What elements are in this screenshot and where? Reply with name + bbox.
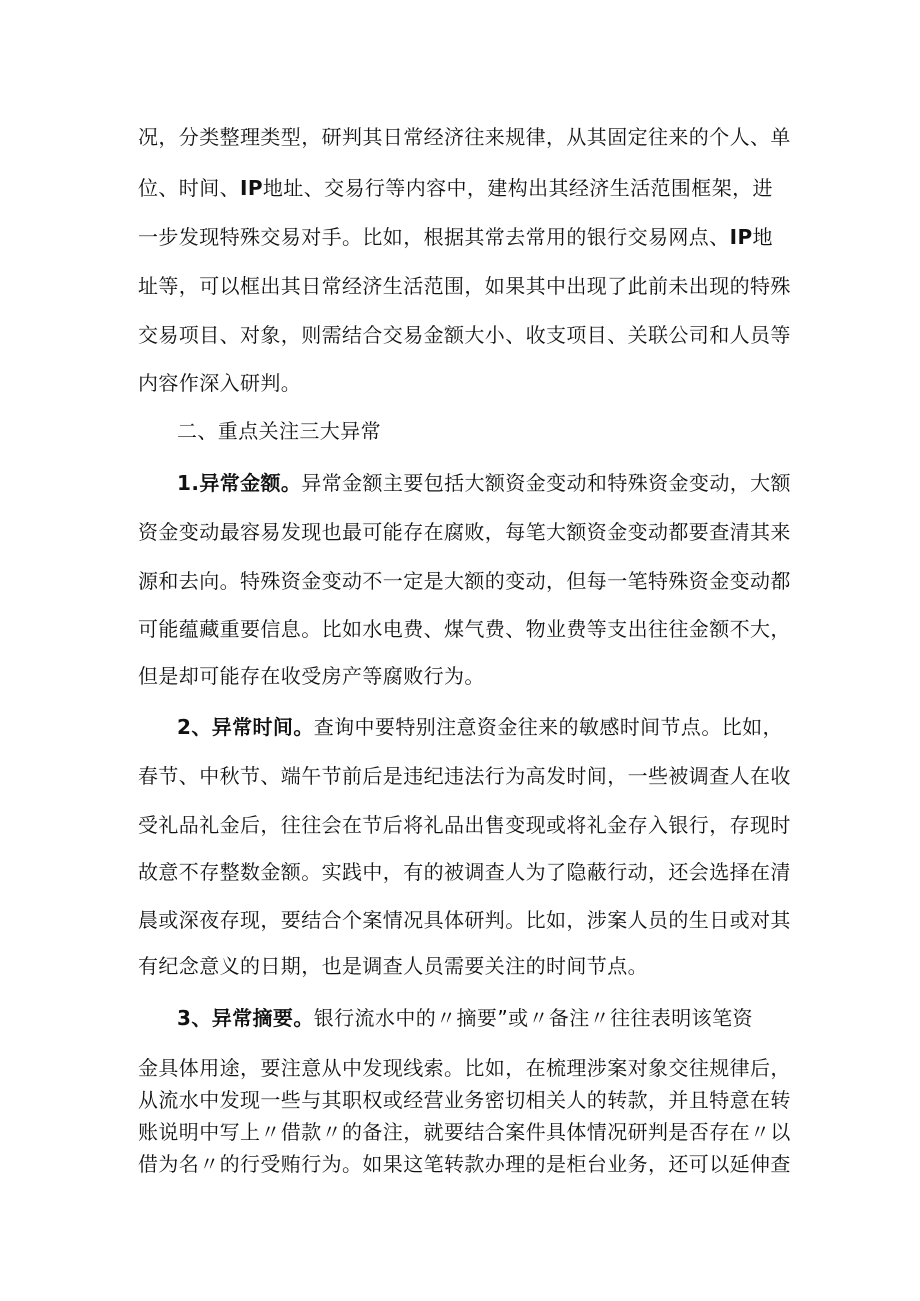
text-line — [138, 907, 791, 933]
text-line — [138, 1087, 791, 1113]
text-run: 账说明中写上〃借款〃的备注，就要结合案件具体情况研判是否存在〃以 — [138, 1120, 791, 1144]
text-run: 交易项目、对象，则需结合交易金额大小、收支项目、关联公司和人员等 — [138, 323, 791, 347]
section-heading — [177, 418, 788, 444]
text-line — [138, 663, 788, 689]
text-run: 异常金额主要包括大额资金变动和特殊资金变动，大额 — [301, 471, 791, 495]
text-line — [177, 1005, 788, 1031]
text-line — [138, 568, 791, 594]
text-run-bold: 3、异常摘要。 — [177, 1006, 314, 1030]
text-line — [138, 1119, 791, 1145]
text-line — [138, 859, 791, 885]
text-line — [138, 322, 791, 348]
text-line — [138, 1151, 791, 1177]
text-run: 况，分类整理类型，研判其日常经济往来规律，从其固定往来的个人、单 — [138, 125, 791, 149]
text-line — [138, 763, 791, 789]
text-run: 一步发现特殊交易对手。比如，根据其常去常用的银行交易网点、 — [138, 225, 730, 249]
text-line — [138, 812, 791, 838]
text-run: 春节、中秋节、端午节前后是违纪违法行为高发时间，一些被调查人在收 — [138, 764, 791, 788]
text-line — [138, 175, 788, 201]
text-run: 受礼品礼金后，往往会在节后将礼品出售变现或将礼金存入银行，存现时 — [138, 813, 791, 837]
text-run: 银行流水中的〃摘要”或〃备注〃往往表明该笔资 — [313, 1006, 753, 1030]
text-line — [138, 616, 791, 642]
text-run-bold: 1.异常金额。 — [177, 471, 302, 495]
text-line — [138, 953, 788, 979]
text-run: 源和去向。特殊资金变动不一定是大额的变动，但每一笔特殊资金变动都 — [138, 569, 791, 593]
text-line — [177, 714, 788, 740]
text-line — [138, 273, 791, 299]
text-run: 金具体用途，要注意从中发现线索。比如，在梳理涉案对象交往规律后， — [138, 1056, 791, 1080]
text-run: 内容作深入研判。 — [138, 371, 302, 395]
text-run-bold: IP — [240, 176, 263, 200]
text-line — [138, 124, 791, 150]
text-run: 从流水中发现一些与其职权或经营业务密切相关人的转款，并且特意在转 — [138, 1088, 791, 1112]
text-run: 位、时间、 — [138, 176, 240, 200]
text-run: 资金变动最容易发现也最可能存在腐败，每笔大额资金变动都要查清其来 — [138, 520, 791, 544]
text-line — [138, 1055, 791, 1081]
text-line — [177, 470, 791, 496]
text-run-bold: IP — [729, 225, 753, 249]
text-run: 地 — [752, 225, 773, 249]
text-run: 查询中要特别注意资金往来的敏感时间节点。比如， — [313, 715, 783, 739]
text-run: 地址、交易行等内容中，建构出其经济生活范围框架，进 — [262, 176, 773, 200]
text-run: 但是却可能存在收受房产等腐败行为。 — [138, 664, 485, 688]
text-run: 址等，可以框出其日常经济生活范围，如果其中出现了此前未出现的特殊 — [138, 274, 791, 298]
text-run: 有纪念意义的日期，也是调查人员需要关注的时间节点。 — [138, 954, 648, 978]
text-run: 借为名〃的行受贿行为。如果这笔转款办理的是柜台业务，还可以延伸查 — [138, 1152, 791, 1176]
text-run: 晨或深夜存现，要结合个案情况具体研判。比如，涉案人员的生日或对其 — [138, 908, 791, 932]
text-run: 故意不存整数金额。实践中，有的被调查人为了隐蔽行动，还会选择在清 — [138, 860, 791, 884]
text-line — [138, 370, 788, 396]
text-run-bold: 2、异常时间。 — [177, 715, 314, 739]
text-line — [138, 224, 788, 250]
text-run: 二、重点关注三大异常 — [177, 419, 381, 443]
text-run: 可能蕴藏重要信息。比如水电费、煤气费、物业费等支出往往金额不大， — [138, 617, 791, 641]
text-line — [138, 519, 791, 545]
